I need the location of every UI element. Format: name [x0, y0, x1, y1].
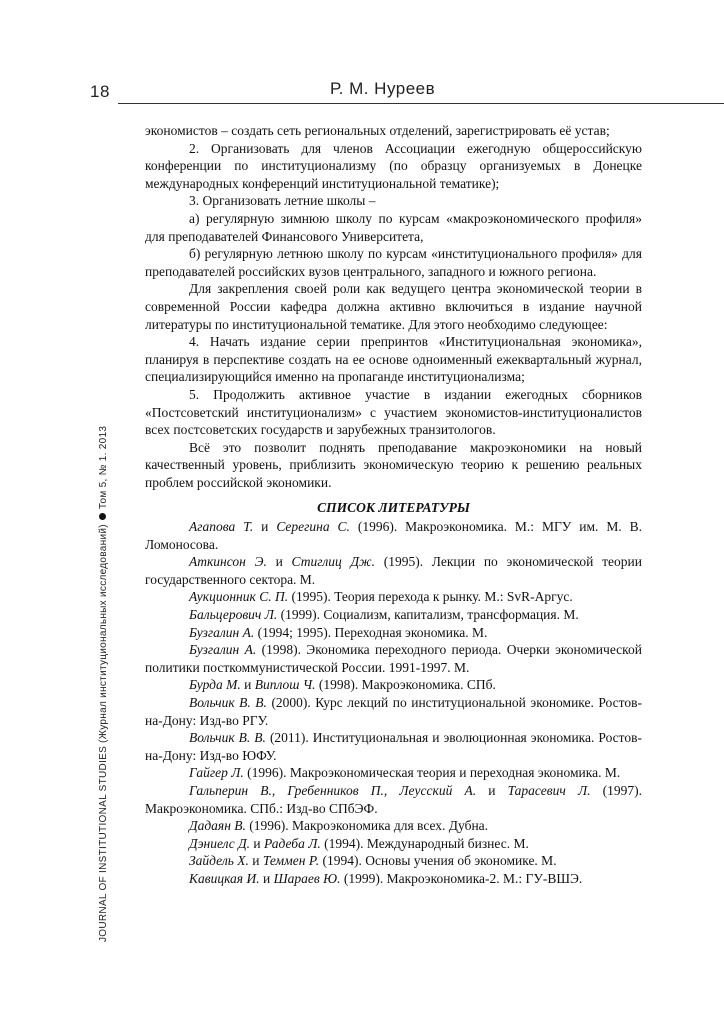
reference-text: и [240, 677, 255, 693]
reference-text: (1995). Теория перехода к рынку. М.: SvR-Аргус. [288, 589, 573, 605]
reference-item [145, 694, 642, 729]
reference-text: (1997). Макроэкономика. СПб.: Изд-во СПбЭФ. [145, 782, 642, 816]
reference-item [145, 782, 642, 817]
reference-author: Бузгалин А. [189, 642, 257, 658]
reference-text: и [250, 835, 265, 851]
reference-author: Бурда М. [189, 677, 241, 693]
reference-text: и [266, 554, 292, 570]
reference-text: (2000). Курс лекций по институциональной экономике. Ростов-на-Дону: Изд-во РГУ. [145, 695, 642, 728]
bullet-icon [99, 513, 106, 520]
reference-item [145, 588, 642, 606]
reference-author: Дэниелс Д. [189, 835, 251, 851]
reference-author: Бузгалин А. [189, 624, 255, 640]
reference-text: и [259, 870, 274, 886]
reference-text: и [476, 782, 508, 798]
paragraph: 3. Организовать летние школы – [189, 193, 376, 209]
reference-text: (1996). Макроэкономическая теория и переходная экономика. М. [243, 765, 621, 781]
reference-item [145, 764, 642, 782]
header-rule [118, 103, 724, 104]
reference-item [145, 870, 642, 888]
reference-text: (1998). Экономика переходного периода. Очерки экономической политики посткоммунистической России. 1991-1997. М. [145, 642, 642, 675]
paragraph: 2. Организовать для членов Ассоциации ежегодную общероссийскую конференции по институционализму (по образцу организуемых в Донецке международных конференций институциональной тематике); [145, 140, 642, 191]
journal-title: JOURNAL OF INSTITUTIONAL STUDIES (Журнал институциональных исследований) [98, 524, 109, 942]
reference-author: Серегина С. [276, 519, 350, 535]
reference-author: Агапова Т. [189, 519, 254, 535]
reference-text: (1998). Макроэкономика. СПб. [315, 677, 496, 693]
reference-text: (1995). Лекции по экономической теории государственного сектора. М. [145, 554, 642, 587]
reference-author: Радеба Л. [264, 835, 321, 851]
reference-author: Аукционник С. П. [189, 589, 289, 605]
reference-item [145, 676, 642, 694]
reference-item [145, 553, 642, 588]
side-journal-label [98, 426, 109, 942]
reference-item [145, 641, 642, 676]
references-title: СПИСОК ЛИТЕРАТУРЫ [317, 500, 470, 516]
reference-author: Виплош Ч. [254, 677, 316, 693]
reference-item [145, 729, 642, 764]
reference-text: (1994; 1995). Переходная экономика. М. [254, 624, 488, 640]
reference-author: Гальперин В., Гребенников П., Леусский А. [189, 782, 477, 798]
page-number: 18 [90, 82, 110, 101]
reference-author: Шараев Ю. [273, 870, 341, 886]
reference-item [145, 835, 642, 853]
main-text [145, 122, 642, 888]
running-head: Р. М. Нуреев [330, 79, 436, 98]
reference-author: Дадаян В. [189, 818, 246, 834]
reference-item [145, 817, 642, 835]
reference-text: (1996). Макроэкономика. М.: МГУ им. М. В. Ломоносова. [145, 519, 642, 552]
reference-text: и [253, 519, 277, 535]
reference-text: (1999). Социализм, капитализм, трансформация. М. [277, 607, 579, 623]
reference-item [145, 518, 642, 553]
references-list [145, 518, 642, 887]
reference-item [145, 606, 642, 624]
reference-author: Бальцерович Л. [189, 607, 278, 623]
reference-author: Тарасевич Л. [507, 782, 591, 798]
reference-text: (1994). Основы учения об экономике. М. [319, 853, 557, 869]
reference-author: Зайдель Х. [189, 853, 249, 869]
paragraph: б) регулярную летнюю школу по курсам «институционального профиля» для преподавателей российских вузов центрального, западного и южного региона. [145, 246, 642, 279]
reference-text: (2011). Институциональная и эволюционная экономика. Ростов-на-Дону: Изд-во ЮФУ. [145, 730, 642, 763]
paragraph: Для закрепления своей роли как ведущего центра экономической теории в современной России кафедра должна активно включиться в издание научной литературы по институциональной тематике. Для этого необходимо следующее: [145, 281, 642, 332]
reference-item [145, 852, 642, 870]
reference-text: (1994). Международный бизнес. М. [320, 835, 529, 851]
paragraph: а) регулярную зимнюю школу по курсам «макроэкономического профиля» для преподавателей Финансового Университета, [145, 210, 642, 244]
reference-text: (1999). Макроэкономика-2. М.: ГУ-ВШЭ. [340, 870, 583, 886]
journal-issue: Том 5, № 1. 2013 [98, 425, 109, 510]
reference-author: Аткинсон Э. [189, 554, 267, 570]
reference-author: Вольчик В. В. [189, 730, 266, 746]
paragraph: 4. Начать издание серии препринтов «Институциональная экономика», планируя в перспективе создать на ее основе одноименный ежеквартальный журнал, специализирующийся именно на пропаганде институционализма; [145, 334, 642, 385]
reference-author: Гайгер Л. [189, 765, 244, 781]
reference-text: и [248, 853, 263, 869]
reference-author: Кавицкая И. [189, 870, 260, 886]
reference-item [145, 624, 642, 642]
reference-author: Стиглиц Дж. [291, 554, 375, 570]
paragraph: экономистов – создать сеть региональных отделений, зарегистрировать её устав; [145, 123, 610, 138]
reference-text: (1996). Макроэкономика для всех. Дубна. [245, 818, 489, 834]
paragraph: Всё это позволит поднять преподавание макроэкономики на новый качественный уровень, приблизить экономическую теорию к решению реальных проблем российской экономики. [145, 439, 642, 490]
paragraph: 5. Продолжить активное участие в издании ежегодных сборников «Постсоветский институционализм» с участием экономистов-институционалистов всех постсоветских государств и зарубежных транзитологов. [145, 386, 642, 438]
reference-author: Вольчик В. В. [189, 695, 267, 710]
reference-author: Теммен Р. [262, 853, 320, 869]
